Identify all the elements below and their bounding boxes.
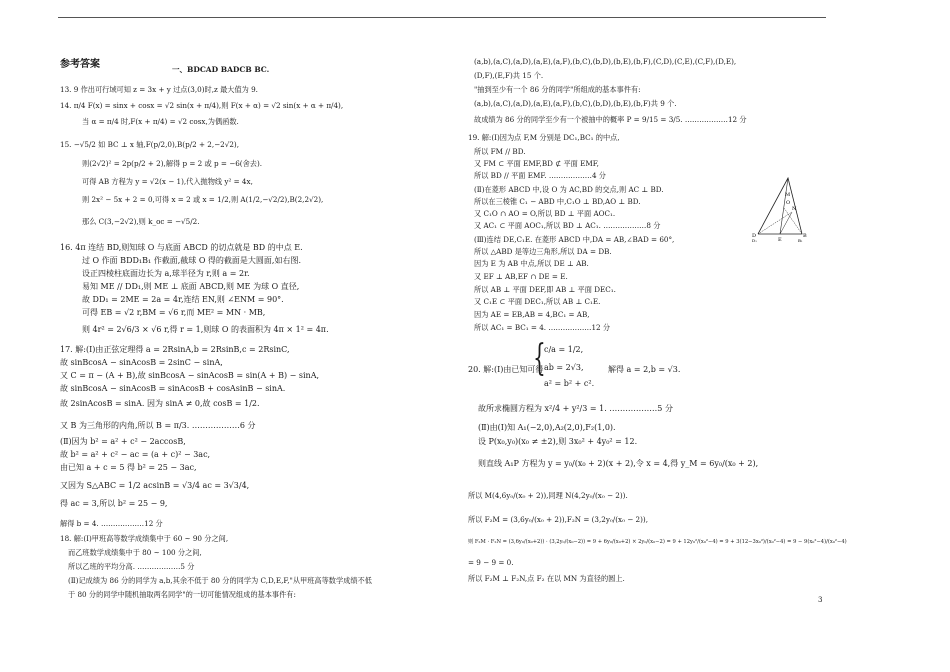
text-line: 又 FM ⊂ 平面 EMF,BD ⊄ 平面 EMF, (474, 159, 599, 168)
text-line: "抽到至少有一个 86 分的同学"所组成的基本事件有: (474, 85, 641, 94)
figure-label: E (778, 237, 782, 243)
text-line: (a,b),(a,C),(a,D),(a,E),(a,F),(b,C),(b,D),(b,E),(b,F)共 9 个. (474, 99, 677, 108)
q20-eq1: c/a = 1/2, (544, 345, 584, 354)
text-line: 15. −√5/2 如 BC ⊥ x 轴,F(p/2,0),B(p/2 + 2,−2√2), (60, 140, 239, 149)
text-line: (Ⅱ)记成绩为 86 分的同学为 a,b,其余不低于 80 分的同学为 C,D,E,F,"从甲班高等数学成绩不低 (68, 576, 372, 585)
text-line: 过 O 作面 BDD₁B₁ 作截面,截球 O 得的截面是大圆面,如右图. (82, 256, 302, 265)
text-line: 解得 b = 4. ………………12 分 (60, 519, 163, 528)
brace-icon: { (533, 338, 546, 379)
q20-eq3: a² = b² + c². (544, 379, 595, 388)
text-line: 所以在三棱锥 C₁ − ABD 中,C₁O ⊥ BD,AO ⊥ BD. (474, 197, 641, 206)
text-line: 故 b² = a² + c² − ac = (a + c)² − 3ac, (60, 450, 211, 459)
q20-eq2: ab = 2√3, (544, 363, 584, 372)
text-line: 19. 解:(Ⅰ)因为点 F,M 分别是 DC₁,BC₁ 的中点, (468, 133, 620, 142)
text-line: 当 α = π/4 时,F(x + π/4) = √2 cosx,为偶函数. (82, 117, 239, 126)
pyramid-figure (750, 174, 810, 244)
figure-label: B₁ (798, 238, 803, 243)
figure-label: B (803, 233, 807, 239)
figure-label: D (752, 233, 757, 239)
text-line: 故 2sinAcosB = sinA. 因为 sinA ≠ 0,故 cosB = 1/2. (60, 399, 260, 408)
text-line: 又 EF ⊥ AB,EF ∩ DE = E. (474, 272, 568, 281)
text-line: = 9 − 9 = 0. (468, 558, 514, 567)
right-column (468, 0, 874, 660)
text-line: 故所求椭圆方程为 x²/4 + y²/3 = 1. ………………5 分 (478, 404, 673, 413)
text-line: 于 80 分的同学中随机抽取两名同学"的一切可能情况组成的基本事件有: (68, 590, 296, 599)
text-line: 又 C = π − (A + B),故 sinBcosA − sinAcosB = sin(A + B) − sinA, (60, 371, 320, 380)
page-number: 3 (818, 596, 823, 604)
text-line: (Ⅲ)连结 DE,C₁E. 在菱形 ABCD 中,DA = AB,∠BAD = 60°, (474, 235, 675, 244)
text-line: 所以乙班的平均分高. ………………5 分 (68, 562, 195, 571)
text-line: 又 AC₁ ⊂ 平面 AOC₁,所以 BD ⊥ AC₁. ………………8 分 (474, 221, 661, 230)
text-line: 则 F₂M · F₂N = (3,6y₀/(x₀+2)) · (3,2y₀/(x₀−2)) = 9 + 6y₀/(x₀+2) × 2y₀/(x₀−2) = 9 + 12y₀²/(x₀²−4) = 9 + 3(12−3x₀²)/(x₀²−4) = 9 − 9(x₀²−4)/(x₀²−4) (468, 539, 847, 545)
text-line: (Ⅱ)由(Ⅰ)知 A₁(−2,0),A₂(2,0),F₂(1,0). (478, 423, 616, 432)
choice-answers: 一、BDCAD BADCB BC. (172, 65, 270, 74)
text-line: 因为 AE = EB,AB = 4,BC₁ = AB, (474, 310, 590, 319)
figure-label: O (786, 200, 791, 206)
figure-edge (780, 178, 791, 234)
text-line: (a,b),(a,C),(a,D),(a,E),(a,F),(b,C),(b,D),(b,E),(b,F),(C,D),(C,E),(C,F),(D,E), (474, 57, 737, 66)
text-line: 故 sinBcosA − sinAcosB = 2sinC − sinA, (60, 358, 223, 367)
text-line: 又 C₁O ∩ AO = O,所以 BD ⊥ 平面 AOC₁. (474, 209, 616, 218)
text-line: 得 ac = 3,所以 b² = 25 − 9, (60, 499, 168, 508)
text-line: 13. 9 作出可行域可知 z = 3x + y 过点(3,0)时,z 最大值为 9. (60, 85, 258, 94)
text-line: 而乙班数学成绩集中于 80 ~ 100 分之间, (68, 548, 202, 557)
answer-heading: 参考答案 (60, 59, 100, 70)
text-line: 所以 AB ⊥ 平面 DEF,即 AB ⊥ 平面 DEC₁. (474, 285, 616, 294)
text-line: 又 B 为三角形的内角,所以 B = π/3. ………………6 分 (60, 421, 256, 430)
figure-label: D₁ (752, 238, 757, 243)
text-line: (Ⅱ)因为 b² = a² + c² − 2accosB, (60, 437, 186, 446)
text-line: 可得 AB 方程为 y = √2(x − 1),代入抛物线 y² = 4x, (82, 177, 253, 186)
text-line: 所以 F₂M ⊥ F₂N,点 F₂ 在以 MN 为直径的圆上. (468, 574, 625, 583)
text-line: 故 DD₁ = 2ME = 2a = 4r,连结 EN,则 ∠ENM = 90°. (82, 295, 284, 304)
text-line: 14. π/4 F(x) = sinx + cosx = √2 sin(x + π/4),则 F(x + α) = √2 sin(x + α + π/4), (60, 101, 344, 110)
text-line: 所以 AC₁ = BC₁ = 4. ………………12 分 (474, 323, 611, 332)
text-line: 可得 EB = √2 r,BM = √6 r,而 ME² = MN · MB, (82, 308, 266, 317)
text-line: 所以 BD // 平面 EMF. ………………4 分 (474, 171, 606, 180)
text-line: 18. 解:(Ⅰ)甲班高等数学成绩集中于 60 ~ 90 分之间, (60, 534, 229, 543)
text-line: 易知 ME // DD₁,则 ME ⊥ 底面 ABCD,则 ME 为球 O 直径, (82, 282, 300, 291)
text-line: 则 4r² = 2√6/3 × √6 r,得 r = 1,则球 O 的表面积为 4π × 1² = 4π. (82, 325, 329, 334)
q20-lead: 20. 解:(Ⅰ)由已知可得 (468, 365, 544, 374)
text-line: 设正四棱柱底面边长为 a,球半径为 r,则 a = 2r. (82, 269, 250, 278)
text-line: 则(2√2)² = 2p(p/2 + 2),解得 p = 2 或 p = −6(舍去). (82, 159, 263, 168)
text-line: 16. 4π 连结 BD,则知球 O 与底面 ABCD 的切点就是 BD 的中点 E. (60, 243, 303, 252)
text-line: 由已知 a + c = 5 得 b² = 25 − 3ac, (60, 463, 197, 472)
text-line: (Ⅱ)在菱形 ABCD 中,设 O 为 AC,BD 的交点,则 AC ⊥ BD. (474, 185, 664, 194)
text-line: (D,F),(E,F)共 15 个. (474, 71, 544, 80)
text-line: 所以 △ABD 是等边三角形,所以 DA = DB. (474, 247, 612, 256)
figure-label: N (792, 206, 797, 212)
text-line: 所以 M(4,6y₀/(x₀ + 2)),同理 N(4,2y₀/(x₀ − 2)). (468, 491, 628, 500)
left-column (60, 0, 462, 660)
text-line: 那么 C(3,−2√2),则 k_oc = −√5/2. (82, 217, 200, 226)
text-line: 则 2x² − 5x + 2 = 0,可得 x = 2 或 x = 1/2,则 A(1/2,−√2/2),B(2,2√2), (82, 195, 324, 204)
figure-edge (758, 212, 792, 234)
text-line: 因为 E 为 AB 中点,所以 DE ⊥ AB. (474, 259, 589, 268)
text-line: 设 P(x₀,y₀)(x₀ ≠ ±2),则 3x₀² + 4y₀² = 12. (478, 437, 638, 446)
figure-label: M (785, 192, 791, 198)
text-line: 则直线 A₁P 方程为 y = y₀/(x₀ + 2)(x + 2),令 x = 4,得 y_M = 6y₀/(x₀ + 2), (478, 459, 759, 468)
text-line: 所以 F₂M = (3,6y₀/(x₀ + 2)),F₂N = (3,2y₀/(x₀ − 2)), (468, 515, 649, 524)
text-line: 又因为 S△ABC = 1/2 acsinB = √3/4 ac = 3√3/4, (60, 481, 250, 490)
text-line: 17. 解:(Ⅰ)由正弦定理得 a = 2RsinA,b = 2RsinB,c = 2RsinC, (60, 345, 290, 354)
text-line: 故 sinBcosA − sinAcosB = sinAcosB + cosAsinB − sinA. (60, 384, 286, 393)
text-line: 又 C₁E ⊂ 平面 DEC₁,所以 AB ⊥ C₁E. (474, 297, 601, 306)
q20-result: 解得 a = 2,b = √3. (608, 365, 681, 374)
text-line: 故成绩为 86 分的同学至少有一个被抽中的概率 P = 9/15 = 3/5. ………………12 分 (474, 115, 747, 124)
text-line: 所以 FM // BD. (474, 147, 526, 156)
